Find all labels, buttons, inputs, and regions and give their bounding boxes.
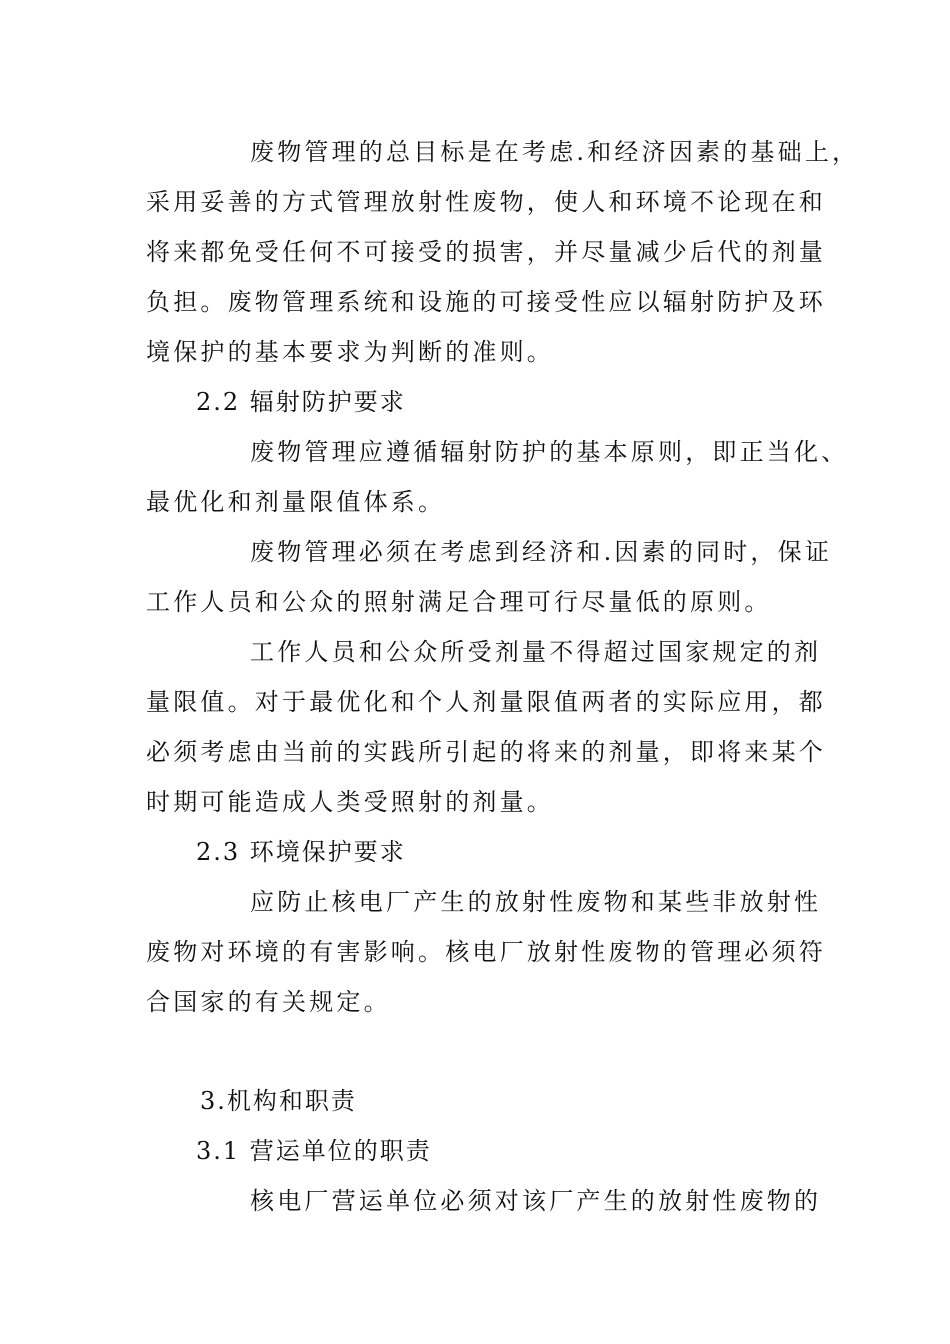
text-line: 时期可能造成人类受照射的剂量。 [146,788,554,816]
text-line: 废物对环境的有害影响。核电厂放射性废物的管理必须符 [146,938,826,966]
section-heading-3-1: 3.1 营运单位的职责 [196,1137,432,1165]
text-line: 将来都免受任何不可接受的损害，并尽量减少后代的剂量 [146,238,826,266]
text-line: 采用妥善的方式管理放射性废物，使人和环境不论现在和 [146,188,826,216]
section-heading-2-2: 2.2 辐射防护要求 [196,388,406,416]
text-line: 核电厂营运单位必须对该厂产生的放射性废物的 [250,1187,822,1215]
text-line: 量限值。对于最优化和个人剂量限值两者的实际应用，都 [146,688,826,716]
text-line: 负担。废物管理系统和设施的可接受性应以辐射防护及环 [146,288,826,316]
text-line: 废物管理必须在考虑到经济和.因素的同时，保证 [250,538,833,566]
text-line: 工作人员和公众的照射满足合理可行尽量低的原则。 [146,588,772,616]
text-line: 废物管理应遵循辐射防护的基本原则，即正当化、 [250,438,849,466]
text-line: 合国家的有关规定。 [146,988,391,1016]
text-line: 工作人员和公众所受剂量不得超过国家规定的剂 [250,638,822,666]
section-heading-3: 3.机构和职责 [200,1087,357,1115]
text-line: 境保护的基本要求为判断的准则。 [146,338,554,366]
section-heading-2-3: 2.3 环境保护要求 [196,838,406,866]
text-line: 必须考虑由当前的实践所引起的将来的剂量，即将来某个 [146,738,826,766]
text-line: 废物管理的总目标是在考虑.和经济因素的基础上， [250,138,860,166]
text-line: 最优化和剂量限值体系。 [146,488,446,516]
text-line: 应防止核电厂产生的放射性废物和某些非放射性 [250,888,822,916]
